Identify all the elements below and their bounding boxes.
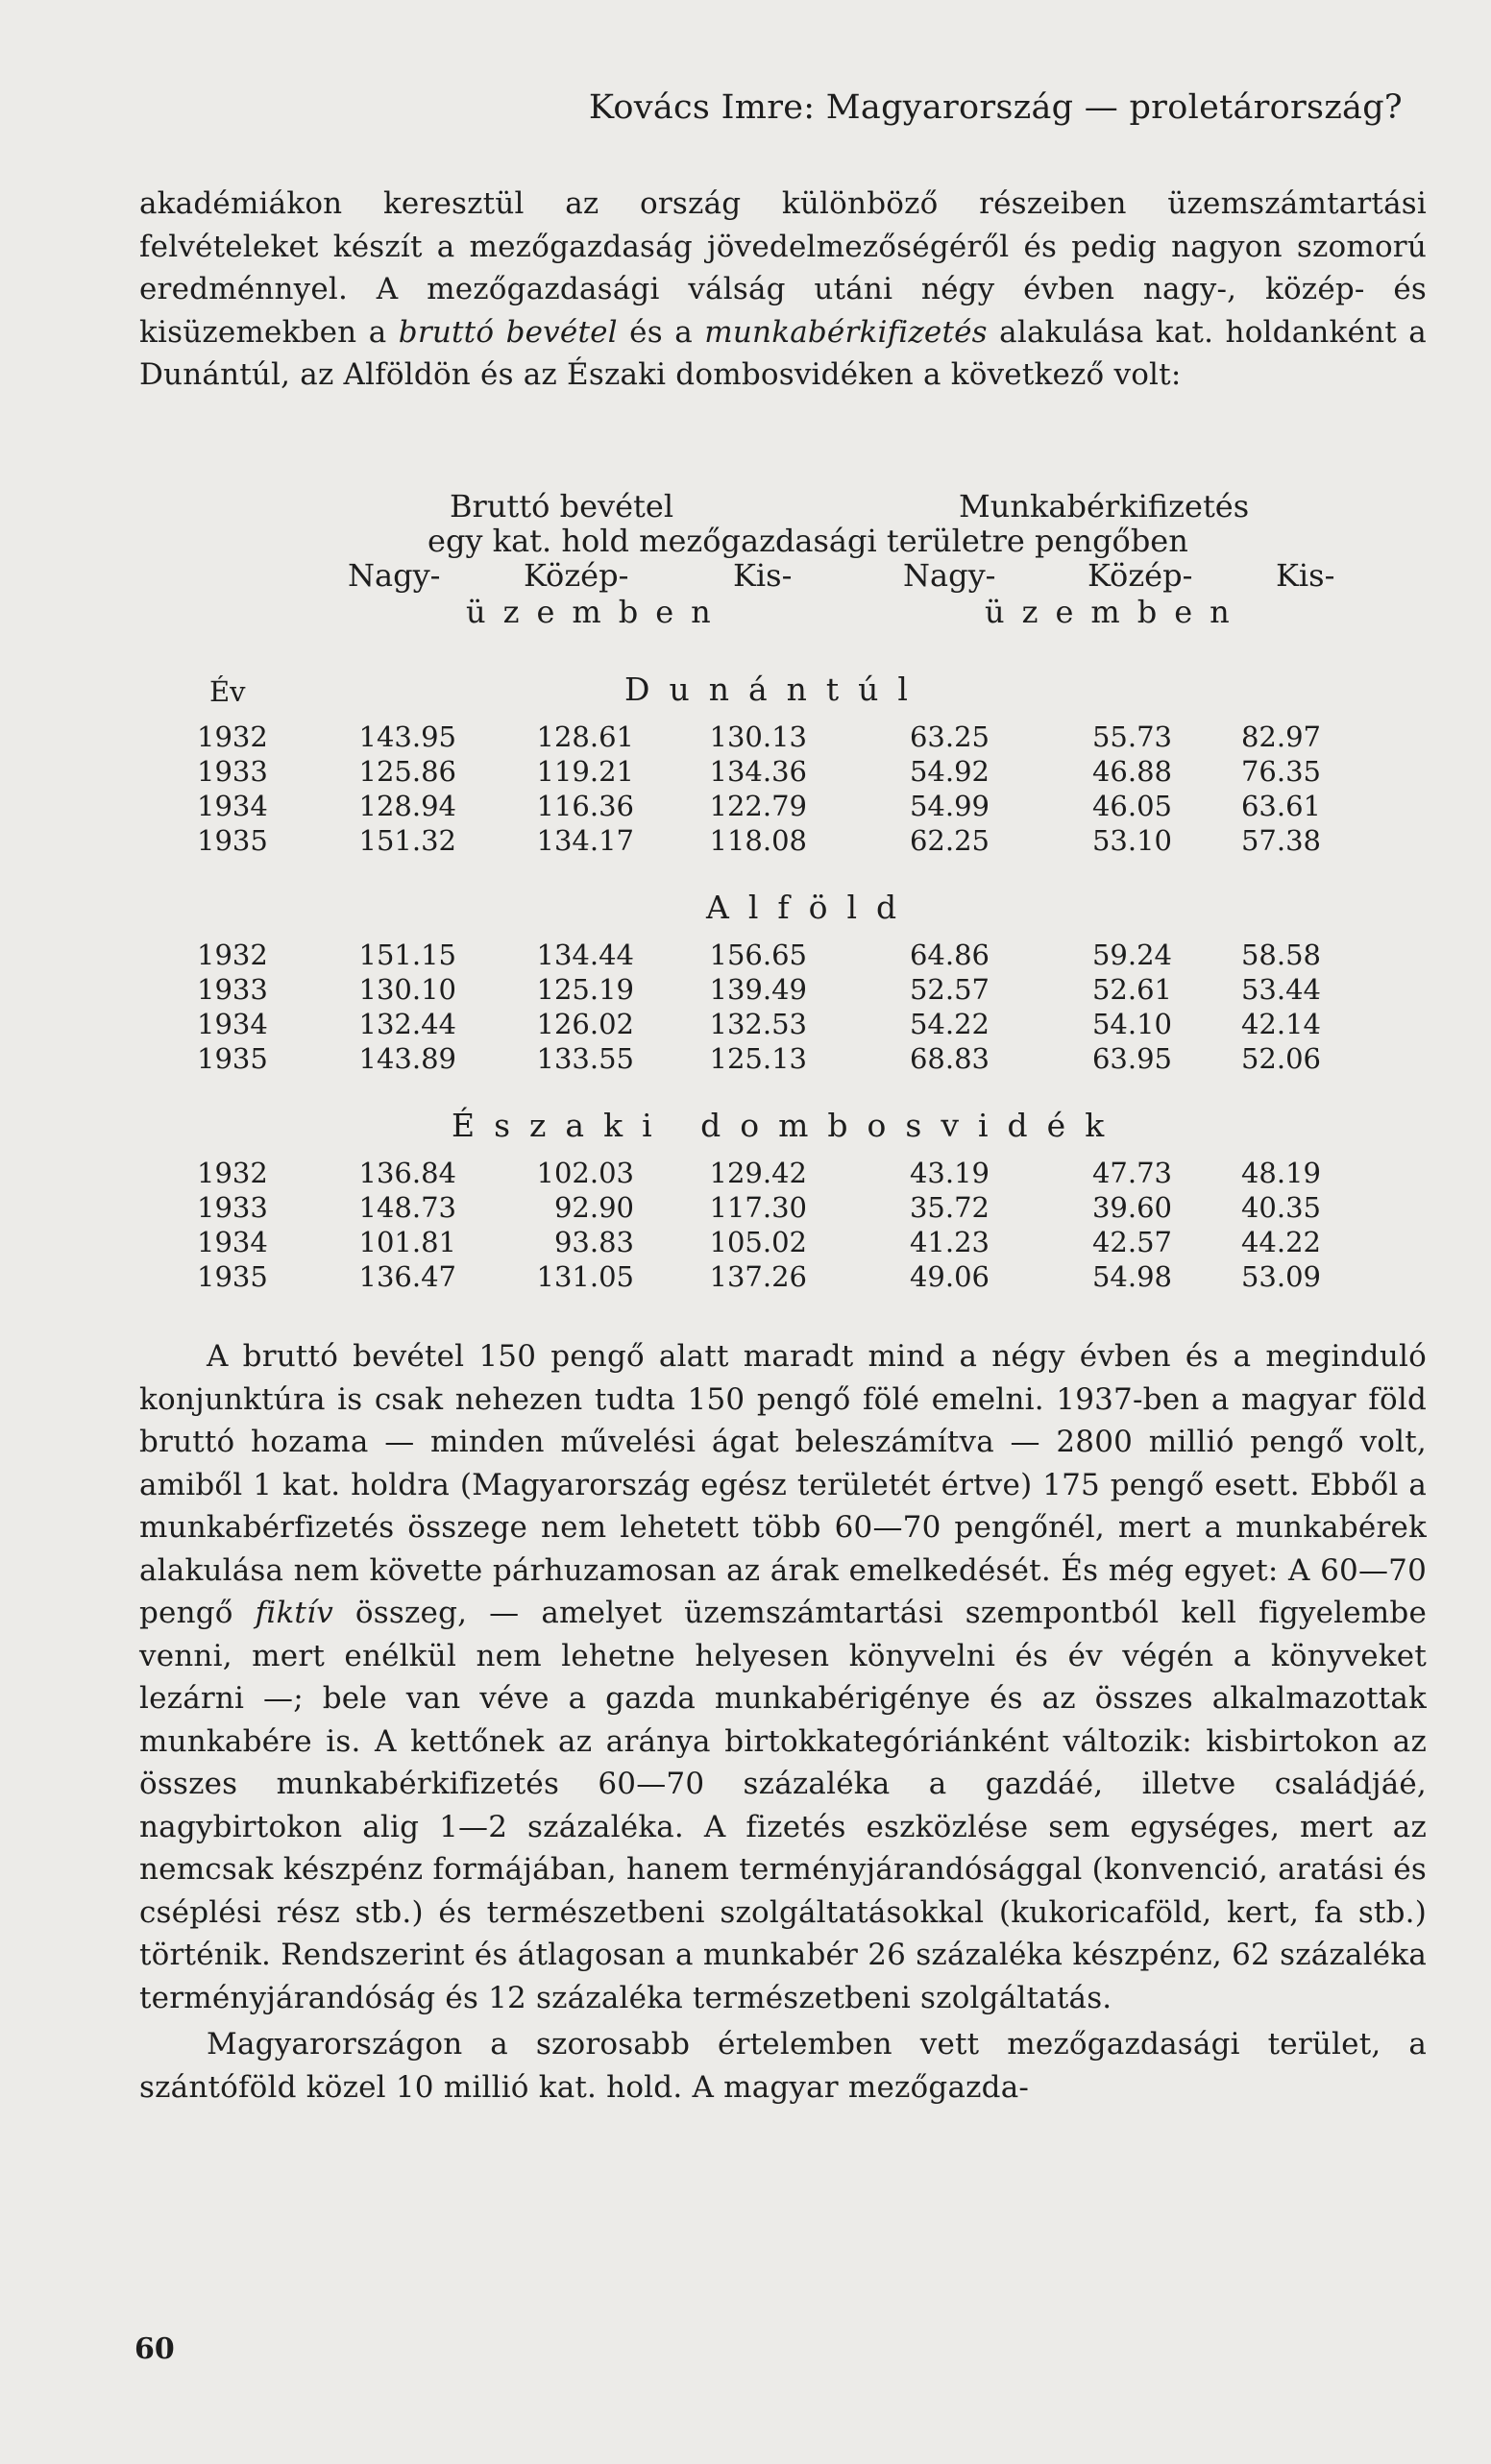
value-cell: 134.36 xyxy=(709,755,807,788)
value-cell: 49.06 xyxy=(909,1260,990,1293)
value-cell: 43.19 xyxy=(909,1157,990,1189)
value-cell: 48.19 xyxy=(1240,1157,1321,1189)
value-cell: 143.89 xyxy=(358,1042,456,1075)
emphasis-gross: bruttó bevétel xyxy=(398,314,618,350)
value-cell: 68.83 xyxy=(909,1042,990,1075)
value-cell: 125.86 xyxy=(358,755,456,788)
value-cell: 125.13 xyxy=(709,1042,807,1075)
value-cell: 42.57 xyxy=(1091,1226,1172,1258)
value-cell: 125.19 xyxy=(536,973,634,1006)
value-cell: 63.95 xyxy=(1091,1042,1172,1075)
value-cell: 92.90 xyxy=(553,1191,634,1224)
value-cell: 54.10 xyxy=(1091,1008,1172,1040)
value-cell: 42.14 xyxy=(1240,1008,1321,1040)
value-cell: 130.10 xyxy=(358,973,456,1006)
value-cell: 151.15 xyxy=(358,939,456,971)
paragraph-intro xyxy=(139,183,1427,397)
value-cell: 148.73 xyxy=(358,1191,456,1224)
running-head: Kovács Imre: Magyarország — proletárország? xyxy=(588,88,1403,127)
region-title: Északi dombosvidék xyxy=(452,1107,1124,1144)
value-cell: 55.73 xyxy=(1091,720,1172,753)
value-cell: 133.55 xyxy=(536,1042,634,1075)
value-cell: 54.98 xyxy=(1091,1260,1172,1293)
size-header-6: Kis- xyxy=(1276,557,1335,594)
value-cell: 35.72 xyxy=(909,1191,990,1224)
value-cell: 131.05 xyxy=(536,1260,634,1293)
value-cell: 122.79 xyxy=(709,790,807,822)
value-cell: 54.92 xyxy=(909,755,990,788)
header-unit: egy kat. hold mezőgazdasági területre pengőben xyxy=(428,523,1188,559)
value-cell: 54.22 xyxy=(909,1008,990,1040)
value-cell: 44.22 xyxy=(1240,1226,1321,1258)
paragraph-analysis-text-a: A bruttó bevétel 150 pengő alatt maradt mind a négy évben és a meginduló konjunktúra is csak nehezen tudta 150 pengő fölé emelni. 1937-ben a magyar föld bruttó hozama — minden művelési ágat beleszámítva — 2800 millió pengő volt, amiből 1 kat. holdra (Magyarország egész területét értve) 175 pengő esett. Ebből a munkabérfizetés összege nem lehetett több 60—70 pengőnél, mert a munkabérek alakulása nem követte párhuzamosan az árak emelkedését. És még egyet: A 60—70 pengő xyxy=(139,1339,1427,1630)
value-cell: 47.73 xyxy=(1091,1157,1172,1189)
value-cell: 117.30 xyxy=(709,1191,807,1224)
value-cell: 136.47 xyxy=(358,1260,456,1293)
paragraph-analysis xyxy=(139,1335,1427,2019)
paragraph-intro-text: akadémiákon keresztül az ország különböző részeiben üzemszámtartási felvételeket készít a mezőgazdaság jövedelmezőségéről és pedig nagyon szomorú eredménnyel. A mezőgazdasági válság utáni négy évben nagy-, közép- és kisüzemekben a xyxy=(139,186,1427,350)
page-number: 60 xyxy=(134,2332,175,2366)
value-cell: 134.44 xyxy=(536,939,634,971)
year-cell: 1935 xyxy=(197,1042,268,1075)
value-cell: 116.36 xyxy=(536,790,634,822)
paragraph-closing: Magyarországon a szorosabb értelemben vett mezőgazdasági terület, a szántóföld közel 10 millió kat. hold. A magyar mezőgazda- xyxy=(139,2027,1427,2105)
value-cell: 128.61 xyxy=(536,720,634,753)
year-cell: 1933 xyxy=(197,973,268,1006)
value-cell: 137.26 xyxy=(709,1260,807,1293)
value-cell: 52.57 xyxy=(909,973,990,1006)
paragraph-intro-end: alakulása kat. holdanként a Dunántúl, az Alföldön és az Északi dombosvidéken a következő volt: xyxy=(139,314,1427,392)
value-cell: 63.61 xyxy=(1240,790,1321,822)
value-cell: 52.61 xyxy=(1091,973,1172,1006)
value-cell: 64.86 xyxy=(909,939,990,971)
value-cell: 119.21 xyxy=(536,755,634,788)
paragraph-intro-mid: és a xyxy=(629,314,693,350)
year-cell: 1934 xyxy=(197,1008,268,1040)
year-cell: 1933 xyxy=(197,1191,268,1224)
value-cell: 62.25 xyxy=(909,824,990,857)
value-cell: 52.06 xyxy=(1240,1042,1321,1075)
year-cell: 1932 xyxy=(197,720,268,753)
region-title: Alföld xyxy=(706,889,917,926)
year-cell: 1932 xyxy=(197,1157,268,1189)
value-cell: 93.83 xyxy=(553,1226,634,1258)
value-cell: 63.25 xyxy=(909,720,990,753)
value-cell: 59.24 xyxy=(1091,939,1172,971)
value-cell: 39.60 xyxy=(1091,1191,1172,1224)
value-cell: 105.02 xyxy=(709,1226,807,1258)
value-cell: 156.65 xyxy=(709,939,807,971)
value-cell: 134.17 xyxy=(536,824,634,857)
value-cell: 57.38 xyxy=(1240,824,1321,857)
value-cell: 46.88 xyxy=(1091,755,1172,788)
emphasis-fictive: fiktív xyxy=(255,1596,333,1630)
value-cell: 58.58 xyxy=(1240,939,1321,971)
year-cell: 1933 xyxy=(197,755,268,788)
value-cell: 102.03 xyxy=(536,1157,634,1189)
value-cell: 139.49 xyxy=(709,973,807,1006)
value-cell: 130.13 xyxy=(709,720,807,753)
year-cell: 1934 xyxy=(197,790,268,822)
year-column-label: Év xyxy=(209,675,246,708)
year-cell: 1932 xyxy=(197,939,268,971)
value-cell: 54.99 xyxy=(909,790,990,822)
value-cell: 143.95 xyxy=(358,720,456,753)
header-wages: Munkabérkifizetés xyxy=(959,488,1250,525)
size-header-1: Nagy- xyxy=(348,557,441,594)
value-cell: 101.81 xyxy=(358,1226,456,1258)
size-header-5: Közép- xyxy=(1088,557,1193,594)
value-cell: 151.32 xyxy=(358,824,456,857)
value-cell: 46.05 xyxy=(1091,790,1172,822)
value-cell: 76.35 xyxy=(1240,755,1321,788)
year-cell: 1934 xyxy=(197,1226,268,1258)
value-cell: 53.10 xyxy=(1091,824,1172,857)
size-header-3: Kis- xyxy=(733,557,793,594)
value-cell: 136.84 xyxy=(358,1157,456,1189)
year-cell: 1935 xyxy=(197,824,268,857)
value-cell: 129.42 xyxy=(709,1157,807,1189)
header-gross: Bruttó bevétel xyxy=(450,488,674,525)
value-cell: 126.02 xyxy=(536,1008,634,1040)
paragraph-analysis-text-b: összeg, — amelyet üzemszámtartási szempontból kell figyelembe venni, mert enélkül nem lehetne helyesen könyvelni és év végén a könyveket lezárni —; bele van véve a gazda munkabérigénye és az összes alkalmazottak munkabére is. A kettőnek az aránya birtokkategóriánként változik: kisbirtokon az összes munkabérkifizetés 60—70 százaléka a gazdáé, illetve családjáé, nagybirtokon alig 1—2 százaléka. A fizetés eszközlése sem egységes, mert az nemcsak készpénz formájában, hanem terményjárandósággal (konvenció, aratási és cséplési rész stb.) és természetbeni szolgáltatásokkal (kukoricaföld, kert, fa stb.) történik. Rendszerint és átlagosan a munkabér 26 százaléka készpénz, 62 százaléka terményjárandóság és 12 százaléka természetbeni szolgáltatás. xyxy=(139,1596,1427,2015)
value-cell: 118.08 xyxy=(709,824,807,857)
value-cell: 132.44 xyxy=(358,1008,456,1040)
value-cell: 40.35 xyxy=(1240,1191,1321,1224)
region-title: Dunántúl xyxy=(624,671,927,708)
year-cell: 1935 xyxy=(197,1260,268,1293)
uzemben-right: üzemben xyxy=(985,594,1247,630)
value-cell: 132.53 xyxy=(709,1008,807,1040)
value-cell: 41.23 xyxy=(909,1226,990,1258)
value-cell: 82.97 xyxy=(1240,720,1321,753)
value-cell: 128.94 xyxy=(358,790,456,822)
size-header-4: Nagy- xyxy=(903,557,996,594)
size-header-2: Közép- xyxy=(524,557,629,594)
value-cell: 53.44 xyxy=(1240,973,1321,1006)
value-cell: 53.09 xyxy=(1240,1260,1321,1293)
uzemben-left: üzemben xyxy=(466,594,728,630)
emphasis-wages: munkabérkifizetés xyxy=(704,314,988,350)
